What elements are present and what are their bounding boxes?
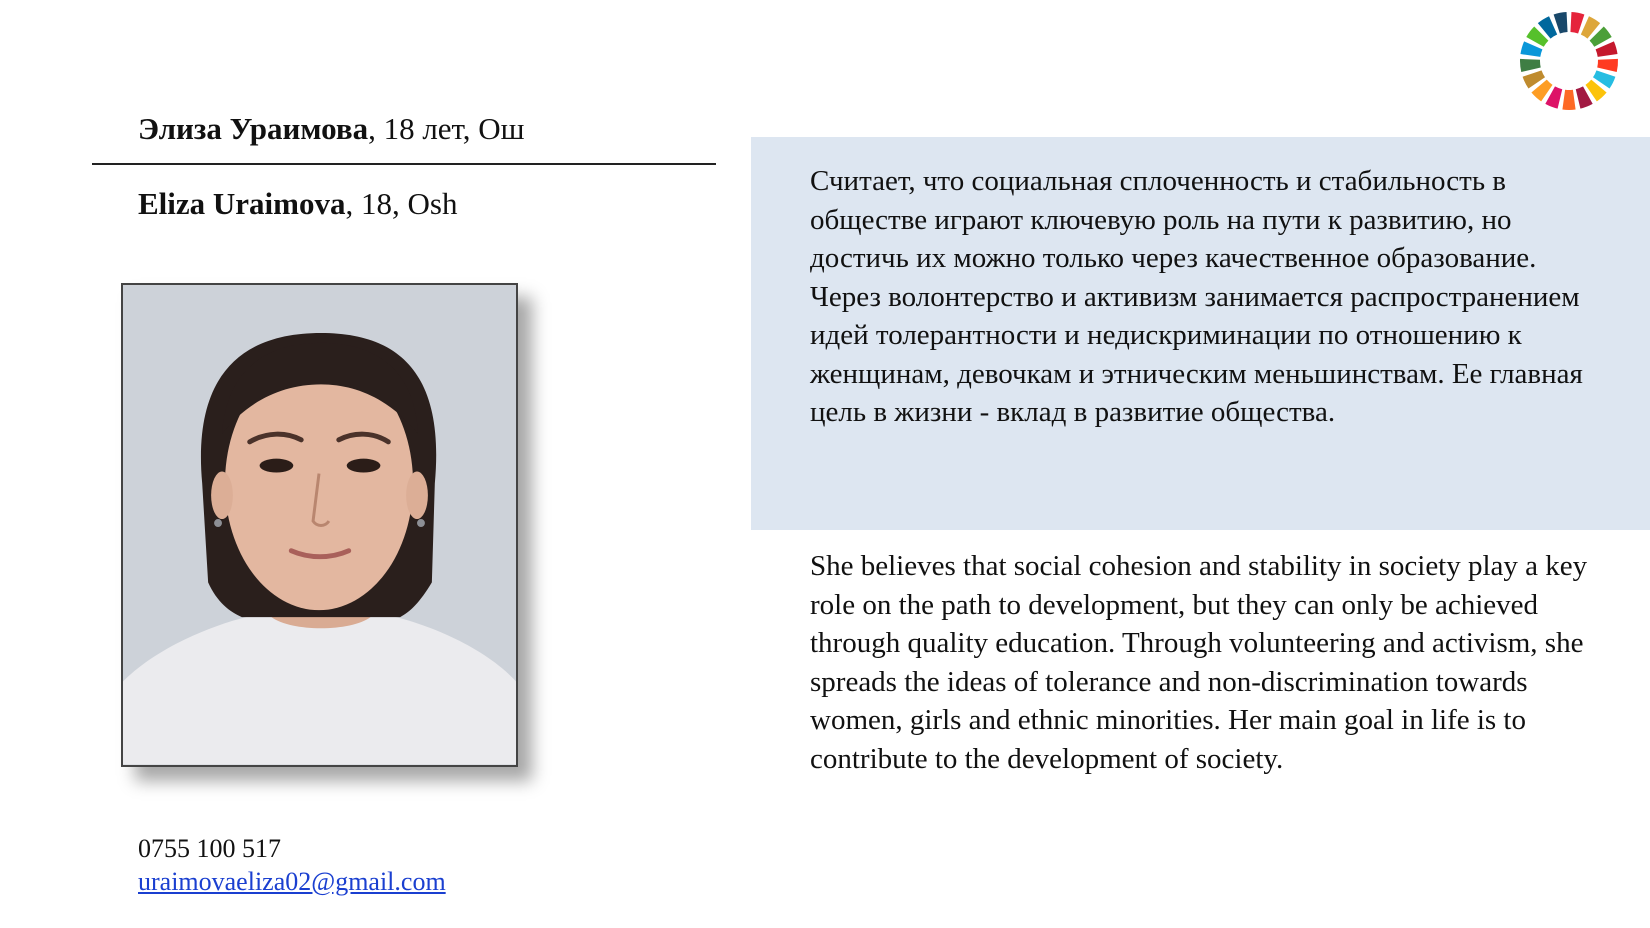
details-en: , 18, Osh bbox=[345, 186, 458, 221]
name-heading-en bbox=[138, 186, 457, 222]
sdg-wheel-segment bbox=[1597, 59, 1618, 72]
name-ru: Элиза Ураимова bbox=[138, 111, 369, 146]
sdg-wheel-segment bbox=[1570, 12, 1584, 33]
portrait-illustration bbox=[123, 285, 516, 765]
details-ru: , 18 лет, Ош bbox=[368, 111, 525, 146]
sdg-wheel-segment bbox=[1520, 59, 1541, 72]
sdg-wheel-segment bbox=[1554, 12, 1568, 33]
sdg-wheel-segment bbox=[1562, 90, 1575, 110]
divider bbox=[92, 163, 716, 165]
name-en: Eliza Uraimova bbox=[138, 186, 346, 221]
name-heading-ru bbox=[138, 111, 525, 147]
bio-en: She believes that social cohesion and stability in society play a key role on the path to development, but they can only be achieved through quality education. Through volunteering and activism, she spreads the ideas of tolerance and non-discrimination towards women, girls and ethnic minorities. Her main goal in life is to contribute to the development of society. bbox=[810, 550, 1588, 775]
phone-number: 0755 100 517 bbox=[138, 834, 281, 863]
sdg-wheel-icon bbox=[1518, 10, 1620, 112]
email-link[interactable]: uraimovaeliza02@gmail.com bbox=[138, 867, 446, 896]
portrait-photo bbox=[121, 283, 518, 767]
bio-ru: Считает, что социальная сплоченность и стабильность в обществе играют ключевую роль на пути к развитию, но достичь их можно только через качественное образование. Через волонтерство и активизм занимается распространением идей толерантности и недискриминации по отношению к женщинам, девочкам и этническим меньшинствам. Ее главная цель в жизни - вклад в развитие общества. bbox=[810, 165, 1583, 428]
